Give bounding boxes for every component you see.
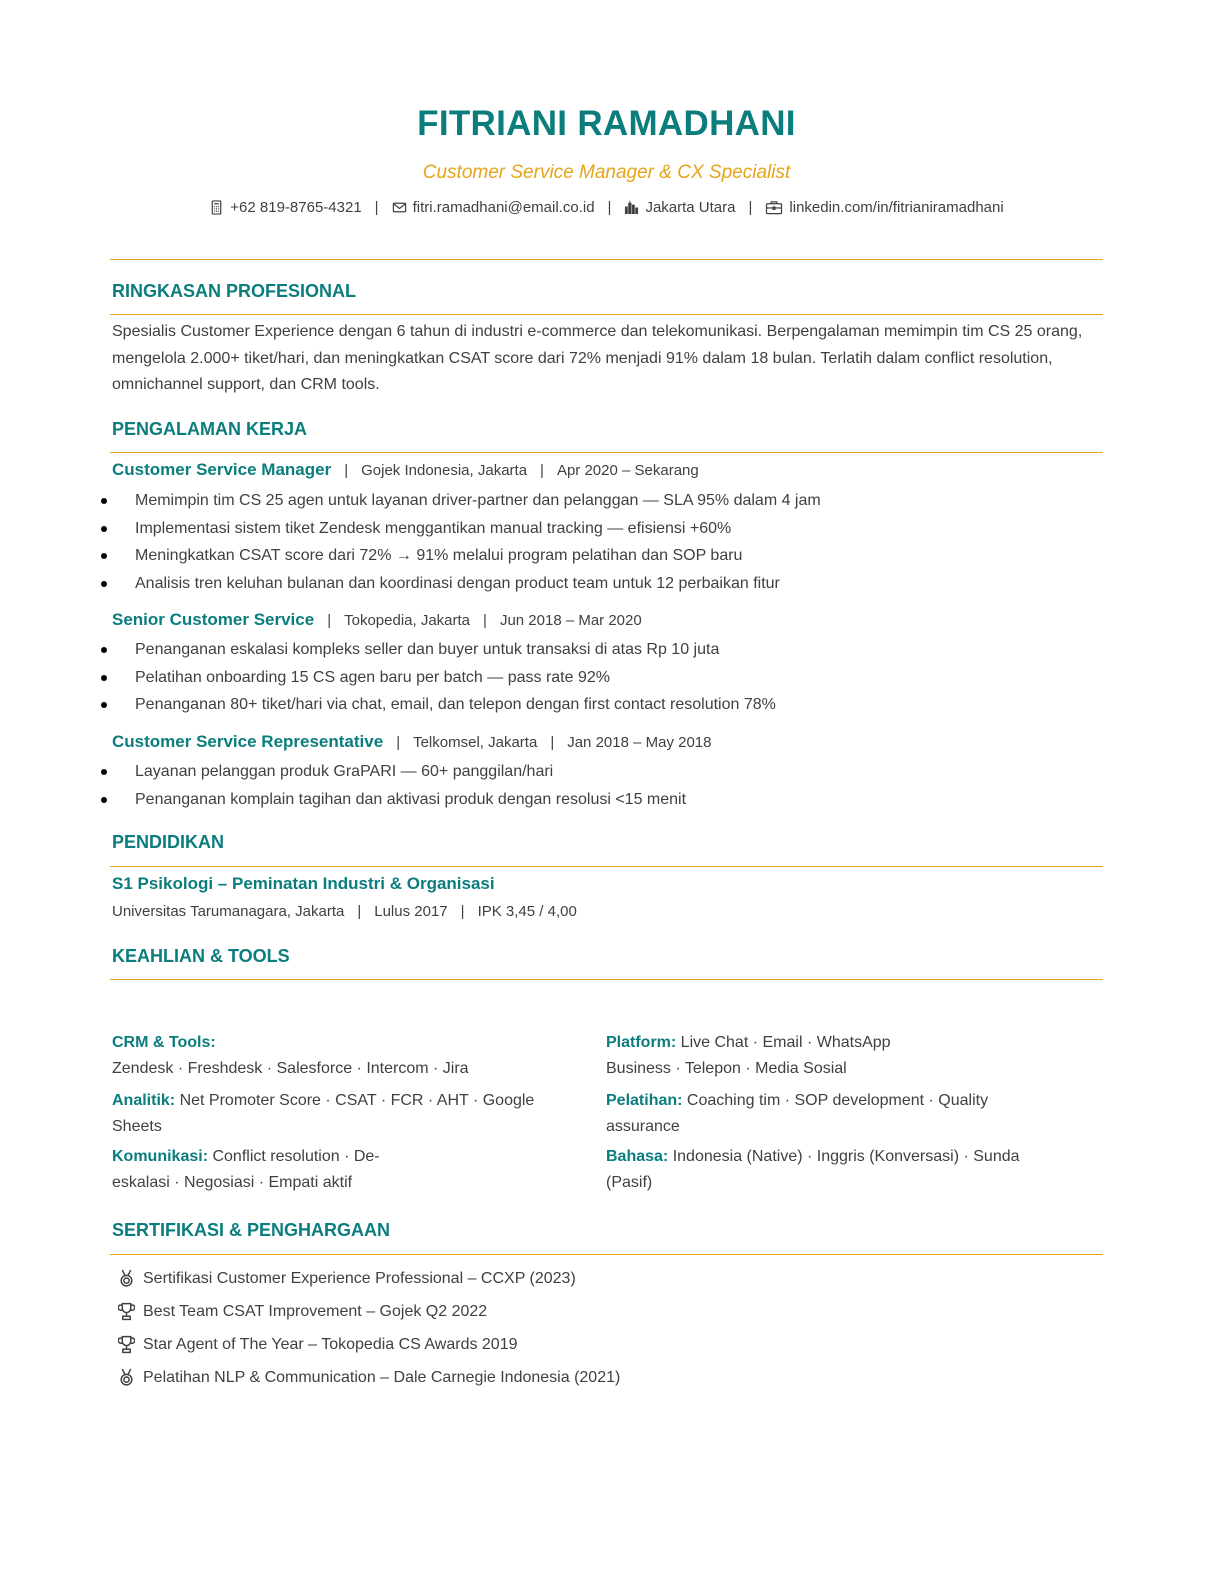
- section-divider: [110, 979, 1103, 980]
- skill-values: Indonesia (Native) · Inggris (Konversasi) · Sunda: [668, 1148, 1020, 1165]
- job-header: [112, 610, 642, 630]
- list-item: Analisis tren keluhan bulanan dan koordinasi dengan product team untuk 12 perbaikan fitur: [110, 570, 1100, 598]
- section-divider: [110, 314, 1103, 315]
- awards-heading: SERTIFIKASI & PENGHARGAAN: [112, 1220, 391, 1240]
- briefcase-icon: [765, 200, 783, 215]
- phone-icon: [209, 200, 224, 215]
- award-item: [118, 1328, 620, 1361]
- skill-values: Net Promoter Score · CSAT · FCR · AHT · Google: [175, 1092, 535, 1109]
- contact-location: [624, 199, 735, 216]
- job-header: [112, 460, 699, 480]
- job-company: Tokopedia, Jakarta: [344, 612, 471, 629]
- job-period: Jan 2018 – May 2018: [567, 734, 712, 751]
- location-text: Jakarta Utara: [645, 199, 736, 216]
- job-separator: |: [483, 612, 487, 629]
- contact-separator: |: [607, 199, 612, 216]
- job-period: Apr 2020 – Sekarang: [556, 462, 699, 479]
- resume-page: [110, 0, 1103, 1584]
- list-item: Implementasi sistem tiket Zendesk menggantikan manual tracking — efisiensi +60%: [110, 515, 1100, 543]
- skill-values: Zendesk · Freshdesk · Salesforce · Intercom · Jira: [112, 1060, 469, 1077]
- candidate-title: Customer Service Manager & CX Specialist: [422, 162, 791, 183]
- mail-icon: [392, 200, 407, 215]
- city-icon: [624, 200, 639, 215]
- skill-values: Live Chat · Email · WhatsApp: [676, 1034, 891, 1051]
- contact-email[interactable]: [392, 199, 595, 216]
- skill-values: Coaching tim · SOP development · Quality: [682, 1092, 989, 1109]
- skill-label: CRM & Tools:: [112, 1034, 216, 1051]
- job-role: Customer Service Manager: [112, 460, 332, 479]
- contact-separator: |: [748, 199, 753, 216]
- job-role: Customer Service Representative: [112, 732, 384, 751]
- job-separator: |: [396, 734, 401, 751]
- summary-text: Spesialis Customer Experience dengan 6 tahun di industri e-commerce dan telekomunikasi. Berpengalaman memimpin tim CS 25 orang, mengelola 2.000+ tiket/hari, dan meningkatkan CSAT score dari 72% menjadi 91% dalam 18 bulan. Terlatih dalam conflict resolution, omnichannel support, dan CRM tools.: [112, 323, 1083, 393]
- job-company: Telkomsel, Jakarta: [413, 734, 538, 751]
- award-text: Best Team CSAT Improvement – Gojek Q2 2022: [143, 1302, 488, 1320]
- job-bullets: [110, 487, 1100, 597]
- list-item: Penanganan eskalasi kompleks seller dan buyer untuk transaksi di atas Rp 10 juta: [110, 636, 1100, 664]
- job-period: Jun 2018 – Mar 2020: [499, 612, 642, 629]
- skill-label: Bahasa:: [606, 1148, 669, 1165]
- candidate-name: FITRIANI RAMADHANI: [417, 104, 796, 143]
- list-item: Penanganan 80+ tiket/hari via chat, email, dan telepon dengan first contact resolution 78%: [110, 691, 1100, 719]
- list-item: Memimpin tim CS 25 agen untuk layanan driver-partner dan pelanggan — SLA 95% dalam 4 jam: [110, 487, 1100, 515]
- awards-list: [118, 1262, 620, 1394]
- job-bullets: [110, 758, 1100, 813]
- section-divider: [110, 866, 1103, 867]
- skill-values: Sheets: [112, 1118, 162, 1135]
- contact-linkedin[interactable]: [765, 199, 1003, 216]
- skill-block: [112, 1088, 582, 1140]
- skill-label: Analitik:: [112, 1092, 176, 1109]
- award-text: Pelatihan NLP & Communication – Dale Carnegie Indonesia (2021): [143, 1368, 621, 1386]
- contact-separator: |: [374, 199, 379, 216]
- job-separator: |: [344, 462, 349, 479]
- contact-phone: [209, 199, 361, 216]
- email-text: fitri.ramadhani@email.co.id: [412, 199, 595, 216]
- contact-bar: [110, 199, 1103, 216]
- skills-heading: KEAHLIAN & TOOLS: [112, 946, 290, 966]
- phone-text: +62 819-8765-4321: [230, 199, 362, 216]
- job-separator: |: [327, 612, 332, 629]
- education-university: Universitas Tarumanagara, Jakarta: [112, 903, 345, 920]
- trophy-icon: [118, 1302, 135, 1321]
- medal-icon: [118, 1269, 135, 1288]
- skill-label: Pelatihan:: [606, 1092, 683, 1109]
- summary-heading: RINGKASAN PROFESIONAL: [112, 281, 357, 301]
- education-separator: |: [460, 903, 465, 920]
- skill-values: Business · Telepon · Media Sosial: [606, 1060, 847, 1077]
- award-item: [118, 1262, 620, 1295]
- skill-block: [112, 1144, 582, 1196]
- skill-values: assurance: [606, 1118, 680, 1135]
- award-item: [118, 1361, 620, 1394]
- skill-label: Komunikasi:: [112, 1148, 209, 1165]
- skill-block: [606, 1144, 1101, 1196]
- list-item: Layanan pelanggan produk GraPARI — 60+ panggilan/hari: [110, 758, 1100, 786]
- trophy-icon: [118, 1335, 135, 1354]
- skill-values: Conflict resolution · De-: [208, 1148, 380, 1165]
- education-heading: PENDIDIKAN: [112, 832, 225, 852]
- skill-block: [112, 1030, 582, 1082]
- skill-label: Platform:: [606, 1034, 677, 1051]
- award-item: [118, 1295, 620, 1328]
- skill-values: eskalasi · Negosiasi · Empati aktif: [112, 1174, 353, 1191]
- skill-block: [606, 1030, 1101, 1082]
- job-separator: |: [540, 462, 544, 479]
- skill-values: (Pasif): [606, 1174, 653, 1191]
- list-item: Meningkatkan CSAT score dari 72% → 91% melalui program pelatihan dan SOP baru: [110, 542, 1100, 570]
- job-header: [112, 732, 712, 752]
- award-text: Sertifikasi Customer Experience Professional – CCXP (2023): [143, 1269, 576, 1287]
- education-separator: |: [357, 903, 362, 920]
- header-divider: [110, 259, 1103, 260]
- linkedin-text: linkedin.com/in/fitrianiramadhani: [789, 199, 1004, 216]
- section-divider: [110, 1254, 1103, 1255]
- job-role: Senior Customer Service: [112, 610, 315, 629]
- job-separator: |: [550, 734, 555, 751]
- education-details: [112, 903, 577, 920]
- job-company: Gojek Indonesia, Jakarta: [361, 462, 528, 479]
- experience-heading: PENGALAMAN KERJA: [112, 419, 308, 439]
- list-item: Pelatihan onboarding 15 CS agen baru per batch — pass rate 92%: [110, 664, 1100, 692]
- skill-block: [606, 1088, 1101, 1140]
- education-degree: S1 Psikologi – Peminatan Industri & Organisasi: [112, 874, 495, 893]
- section-divider: [110, 452, 1103, 453]
- medal-icon: [118, 1368, 135, 1387]
- award-text: Star Agent of The Year – Tokopedia CS Awards 2019: [143, 1335, 518, 1353]
- list-item: Penanganan komplain tagihan dan aktivasi produk dengan resolusi <15 menit: [110, 786, 1100, 814]
- education-gpa: IPK 3,45 / 4,00: [477, 903, 577, 920]
- education-graduation: Lulus 2017: [374, 903, 448, 920]
- job-bullets: [110, 636, 1100, 719]
